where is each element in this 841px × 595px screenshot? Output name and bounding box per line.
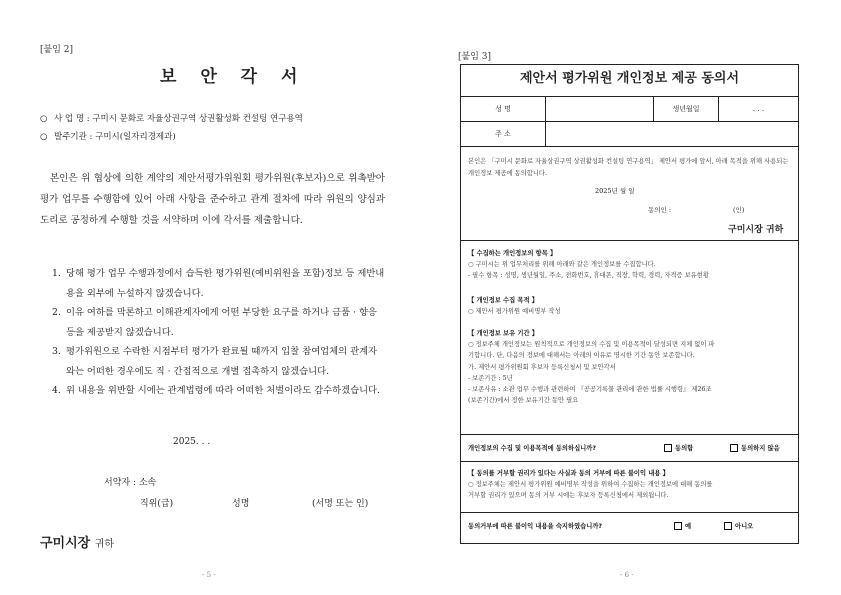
section-refusal: 【 동의를 거부할 권리가 있다는 사실과 동의 거부에 따른 불이익 내용 】 ○ 정보주체는 제안서 평가위원 예비명부 작성을 위하여 수집하는 개인정보에 대해 동의를 거부할 권리가 있으며 동의 거부 시에는 후보자 등록신청에서 제외됩니다.	[468, 470, 713, 500]
agency-name: 발주기관 : 구미시(일자리경제과)	[54, 132, 176, 142]
birth-field[interactable]: . . .	[719, 97, 799, 122]
addressee: 구미시장 귀하	[40, 536, 115, 551]
attachment-tag: [붙임 3]	[458, 52, 491, 62]
attachment-tag: [붙임 2]	[40, 45, 73, 55]
name-label: 성 명	[461, 97, 546, 122]
consent-date: 2025년 월 일	[595, 187, 635, 195]
personal-info-table	[460, 96, 799, 147]
name-label: 성명	[232, 499, 250, 509]
section-collected-items: 【 수집하는 개인정보의 항목 】 ○ 구미시는 위 업무처리를 위해 아래와 같은 개인정보를 수집합니다. - 필수 항목 : 성명, 생년월일, 주소, 전화번호, 휴대폰, 직장, 학력, 경력, 자격증 보유현황	[468, 250, 709, 280]
pledge-date: 2025. . .	[173, 437, 211, 447]
circle-bullet-icon: ○	[40, 132, 48, 142]
page-title: 보 안 각 서	[160, 67, 307, 87]
divider	[460, 461, 799, 462]
consent-addressee: 구미시장 귀하	[728, 225, 784, 235]
list-item: 2. 이유 여하를 막론하고 이해관계자에게 어떤 부당한 요구를 하거나 금품 · 향응 등을 제공받지 않겠습니다.	[52, 307, 377, 338]
position-label: 직위(급)	[140, 499, 174, 509]
project-name: 사 업 명 : 구미시 문화로 자율상권구역 상권활성화 컨설팅 연구용역	[54, 114, 303, 124]
page-number: - 5 -	[202, 571, 216, 579]
question-consent: 개인정보의 수집 및 이용목적에 동의하십니까? 동의함 동의하지 않음	[468, 445, 780, 452]
list-item: 4. 위 내용을 위반할 시에는 관계법령에 따라 어떠한 처벌이라도 감수하겠습니다.	[52, 385, 380, 396]
address-label: 주 소	[461, 122, 546, 147]
consenter-label: 동의인 :	[648, 206, 672, 214]
no-option[interactable]: 아니오	[724, 521, 753, 530]
info-line-agency	[40, 130, 176, 142]
seal-label: (인)	[733, 206, 745, 214]
checkbox-icon[interactable]	[724, 522, 732, 530]
section-purpose: 【 개인정보 수집 목적 】 ○ 제안서 평가위원 예비명부 작성	[468, 297, 561, 316]
divider	[460, 434, 799, 435]
list-item: 1. 당해 평가 업무 수행과정에서 습득한 평가위원(예비위원을 포함)정보 등 제반내용을 외부에 누설하지 않겠습니다.	[52, 268, 385, 299]
address-field[interactable]	[546, 122, 799, 147]
signer-label: 서약자 : 소속	[104, 478, 157, 488]
page-number: - 6 -	[620, 571, 634, 579]
section-retention: 【 개인정보 보유 기간 】 ○ 정보주체 개인정보는 원칙적으로 개인정보의 수집 및 이용목적이 달성되면 지체 없이 파 기합니다. 단, 다음의 정보에 대해서는 아래의 이유로 명시한 기간 동안 보존합니다. 가. 제안서 평가위원회 후보자 등록신청서 및 보안각서 - 보존기간 : 5년 - 보존사유 : 소관 업무 수행과 관련하여 『공공기록물 관리에 관한 법률 시행령』 제26조 (보존기간)에서 정한 보유기간 동안 필요	[468, 330, 715, 405]
agree-option[interactable]: 동의함	[664, 443, 693, 452]
signature-label: (서명 또는 인)	[312, 499, 369, 509]
yes-option[interactable]: 예	[674, 521, 691, 530]
pledge-paragraph: 본인은 위 협상에 의한 계약의 제안서평가위원회 평가위원(후보자)으로 위촉받아 평가 업무를 수행함에 있어 아래 사항을 준수하고 관계 절차에 따라 위원의 양심과 도리로 공정하게 수행할 것을 서약하며 이에 각서를 제출합니다.	[40, 173, 385, 226]
question-acknowledge: 동의거부에 따른 불이익 내용을 숙지하였습니까? 예 아니오	[468, 523, 754, 530]
consent-text: 본인은 「구미시 문화로 자율상권구역 상권활성화 컨설팅 연구용역」 제안서 평가에 앞서, 아래 목적을 위해 사용되는 개인정보 제공에 동의합니다.	[468, 158, 789, 177]
name-field[interactable]	[546, 97, 654, 122]
divider	[460, 240, 799, 241]
info-line-project	[40, 112, 303, 124]
checkbox-icon[interactable]	[674, 522, 682, 530]
divider	[460, 512, 799, 513]
circle-bullet-icon: ○	[40, 114, 48, 124]
consent-form-title: 제안서 평가위원 개인정보 제공 동의서	[519, 71, 740, 86]
birth-label: 생년월일	[654, 97, 719, 122]
checkbox-icon[interactable]	[730, 444, 738, 452]
list-item: 3. 평가위원으로 수락한 시점부터 평가가 완료될 때까지 입찰 참여업체의 관계자와는 어떠한 경우에도 직 · 간접적으로 개별 접촉하지 않겠습니다.	[52, 346, 378, 377]
disagree-option[interactable]: 동의하지 않음	[730, 443, 780, 452]
checkbox-icon[interactable]	[664, 444, 672, 452]
pledge-list	[40, 264, 385, 401]
